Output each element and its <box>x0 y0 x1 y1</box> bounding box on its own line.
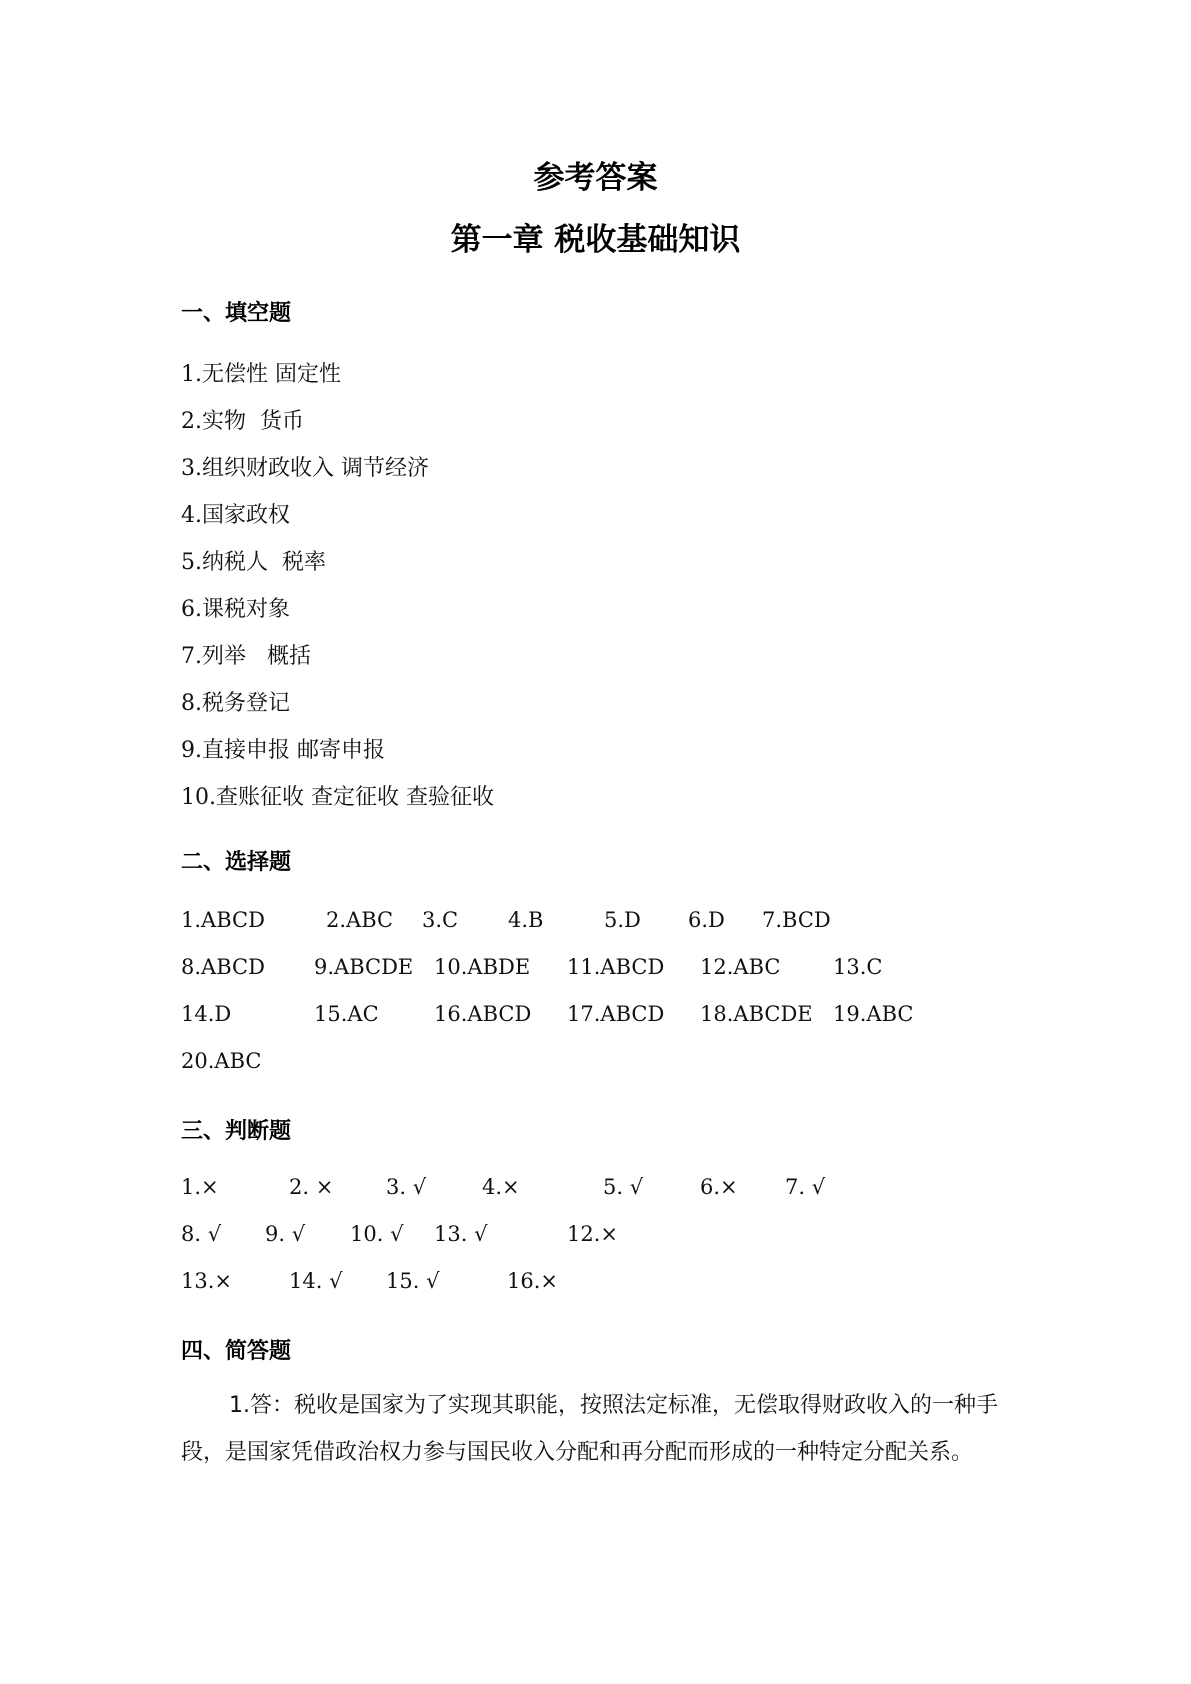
judge-answer: 10. √ <box>350 1222 404 1246</box>
choice-answer: 16.ABCD <box>434 1002 532 1026</box>
choice-answer: 5.D <box>604 908 641 932</box>
section-heading-judge: 三、判断题 <box>181 1119 292 1144</box>
judge-answer: 5. √ <box>603 1175 644 1199</box>
fill-answer: 10.查账征收 查定征收 查验征收 <box>181 785 494 810</box>
judge-answer: 13. √ <box>434 1222 488 1246</box>
choice-answer: 19.ABC <box>833 1002 914 1026</box>
judge-answer: 1.× <box>181 1175 219 1199</box>
choice-answer: 4.B <box>508 908 544 932</box>
fill-answer: 5.纳税人 税率 <box>181 550 326 575</box>
judge-answer: 8. √ <box>181 1222 222 1246</box>
choice-answer: 12.ABC <box>700 955 781 979</box>
choice-answer: 18.ABCDE <box>700 1002 813 1026</box>
judge-answer: 14. √ <box>289 1269 343 1293</box>
judge-answer: 12.× <box>567 1222 618 1246</box>
fill-answer: 3.组织财政收入 调节经济 <box>181 456 429 481</box>
fill-answer: 2.实物 货币 <box>181 409 304 434</box>
choice-answer: 2.ABC <box>326 908 394 932</box>
choice-row <box>181 1049 1081 1079</box>
choice-answer: 13.C <box>833 955 883 979</box>
fill-answer: 7.列举 概括 <box>181 644 311 669</box>
choice-answer: 1.ABCD <box>181 908 265 932</box>
judge-answer: 16.× <box>507 1269 558 1293</box>
choice-row <box>181 908 1081 938</box>
chapter-title: 第一章 税收基础知识 <box>450 222 741 258</box>
choice-row <box>181 955 1081 985</box>
judge-row <box>181 1222 1081 1252</box>
choice-answer: 17.ABCD <box>567 1002 665 1026</box>
judge-row <box>181 1175 1081 1205</box>
judge-answer: 13.× <box>181 1269 232 1293</box>
document-title: 参考答案 <box>533 160 658 196</box>
choice-answer: 10.ABDE <box>434 955 531 979</box>
choice-answer: 3.C <box>422 908 459 932</box>
choice-answer: 20.ABC <box>181 1049 262 1073</box>
fill-answer: 6.课税对象 <box>181 597 290 622</box>
choice-answer: 15.AC <box>314 1002 379 1026</box>
choice-answer: 6.D <box>688 908 725 932</box>
judge-answer: 7. √ <box>785 1175 826 1199</box>
choice-answer: 14.D <box>181 1002 232 1026</box>
choice-answer: 11.ABCD <box>567 955 665 979</box>
section-heading-choice: 二、选择题 <box>181 850 292 875</box>
judge-answer: 15. √ <box>386 1269 440 1293</box>
judge-answer: 3. √ <box>386 1175 427 1199</box>
fill-answer: 1.无偿性 固定性 <box>181 362 341 387</box>
judge-answer: 9. √ <box>265 1222 306 1246</box>
choice-answer: 8.ABCD <box>181 955 265 979</box>
fill-answer: 9.直接申报 邮寄申报 <box>181 738 385 763</box>
judge-answer: 2. × <box>289 1175 334 1199</box>
judge-answer: 6.× <box>700 1175 738 1199</box>
choice-row <box>181 1002 1081 1032</box>
fill-answer: 4.国家政权 <box>181 503 290 528</box>
choice-answer: 9.ABCDE <box>314 955 414 979</box>
section-heading-fill: 一、填空题 <box>181 301 292 326</box>
section-heading-short: 四、简答题 <box>181 1339 292 1364</box>
judge-row <box>181 1269 1081 1299</box>
judge-answer: 4.× <box>482 1175 520 1199</box>
choice-answer: 7.BCD <box>762 908 831 932</box>
fill-answer: 8.税务登记 <box>181 691 290 716</box>
short-answer-paragraph: 1.答：税收是国家为了实现其职能，按照法定标准，无偿取得财政收入的一种手段，是国家凭借政治权力参与国民收入分配和再分配而形成的一种特定分配关系。 <box>181 1393 998 1465</box>
